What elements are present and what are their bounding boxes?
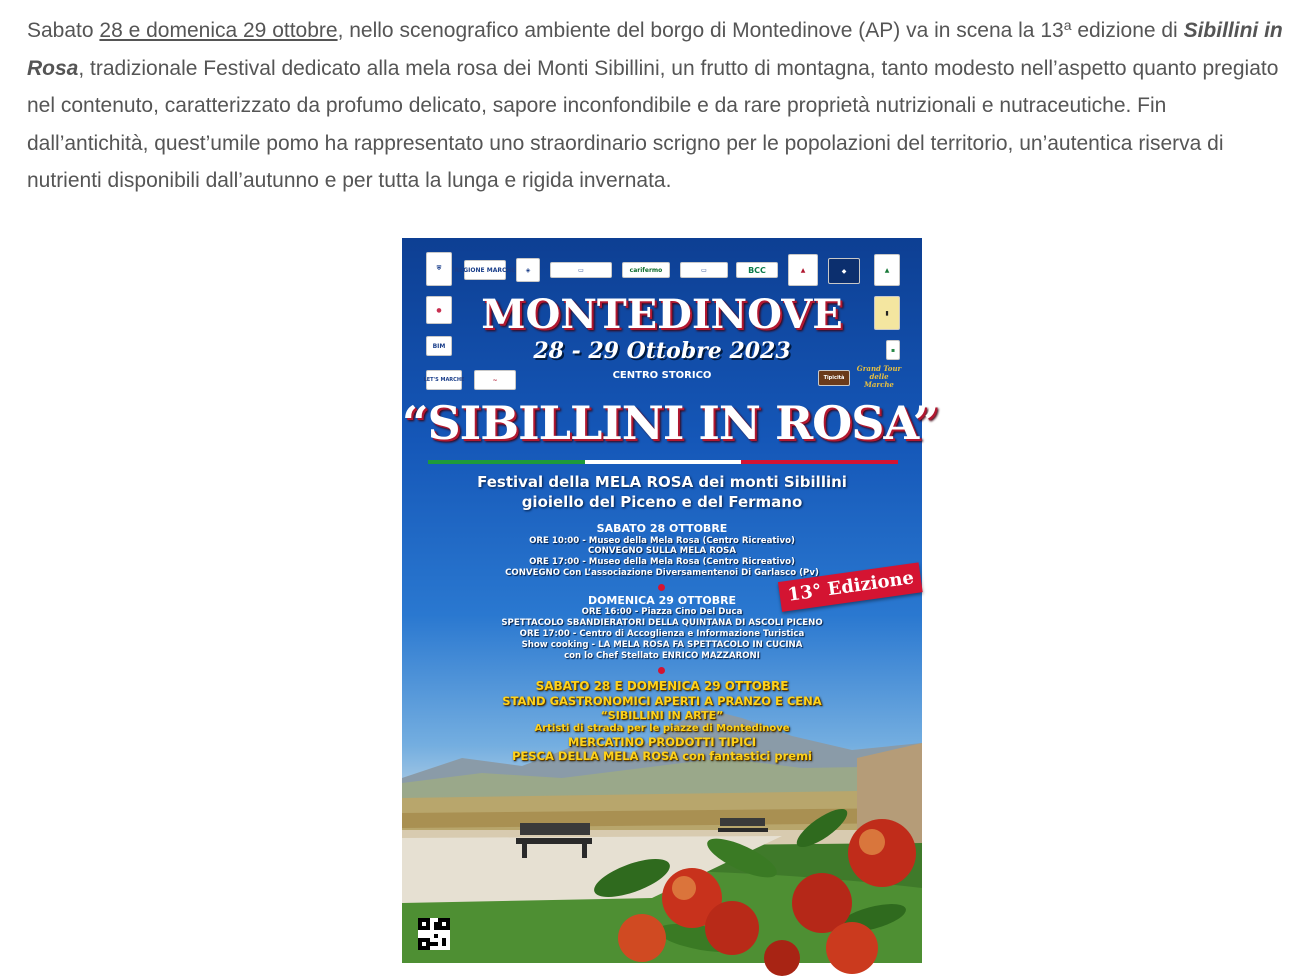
- tower-logo: ▮: [874, 296, 900, 330]
- both-days-heading: SABATO 28 E DOMENICA 29 OTTOBRE: [535, 679, 789, 693]
- sunday-line: ORE 17:00 - Centro di Accoglienza e Informazione Turistica: [519, 629, 805, 639]
- article-text: [27, 12, 1289, 200]
- saturday-line: CONVEGNO SULLA MELA ROSA: [588, 546, 736, 556]
- carifermo-logo: carifermo: [622, 262, 670, 278]
- borghi-logo: ▲: [788, 254, 818, 286]
- edition-badge: 13° Edizione: [778, 562, 923, 611]
- sunday-line: Show cooking - LA MELA ROSA FA SPETTACOLO IN CUCINA: [521, 640, 803, 650]
- paragraph-text: Sabato: [27, 19, 100, 42]
- festival-poster: [402, 238, 939, 963]
- tipicita-logo: Tipicità: [818, 370, 850, 386]
- regione-marche-logo: REGIONE MARCHE: [464, 260, 506, 280]
- sponsor-logo: ▭: [680, 262, 728, 278]
- both-days-line: STAND GASTRONOMICI APERTI A PRANZO E CENA: [502, 694, 822, 708]
- script-logo: ~: [474, 370, 516, 390]
- sponsor-logo: ▭: [550, 262, 612, 278]
- qr-code-icon: [418, 918, 450, 950]
- both-days-line: Artisti di strada per le piazze di Montedinove: [534, 723, 790, 734]
- lets-marche-logo: LET'S MARCHE: [426, 370, 462, 390]
- festival-name: Sibillini in Rosa: [27, 19, 1283, 80]
- ordinal-superscript: a: [1063, 17, 1072, 33]
- grand-tour-logo: Grand Tour delle Marche: [856, 364, 902, 389]
- bcc-logo: BCC: [736, 262, 778, 278]
- sunday-line: ORE 16:00 - Piazza Cino Del Duca: [581, 607, 743, 617]
- separator-dot: [658, 584, 665, 591]
- both-days-line: “SIBILLINI IN ARTE”: [600, 709, 724, 722]
- poster-title: “SIBILLINI IN ROSA”: [402, 396, 939, 450]
- paragraph-text: , nello scenografico ambiente del borgo di Montedinove (AP) va in scena la 13: [337, 19, 1064, 42]
- poster-dates: 28 - 29 Ottobre 2023: [533, 338, 791, 364]
- municipality-crest-logo: ⛨: [426, 252, 452, 286]
- saturday-line: CONVEGNO Con L’associazione Diversamentenoi Di Garlasco (Pv): [505, 568, 819, 578]
- date-link[interactable]: 28 e domenica 29 ottobre: [99, 19, 338, 42]
- sunday-heading: DOMENICA 29 OTTOBRE: [587, 594, 737, 607]
- paragraph-text: edizione di: [1071, 19, 1184, 42]
- paragraph-text: , tradizionale Festival dedicato alla mela rosa dei Monti Sibillini, un frutto di montagna, tanto modesto nell’aspetto quanto pregiato nel contenuto, caratterizzato da profumo delicato, sapore inconfondibile e da rare proprietà nutrizionali e nutraceutiche. Fin dall’antichità, quest’umile pomo ha rappresentato uno straordinario scrigno per le popolazioni del territorio, un’autentica riserva di nutrienti disponibili dall’autunno e per tutta la lunga e rigida invernata.: [27, 56, 1279, 193]
- poster-subtitle-1: Festival della MELA ROSA dei monti Sibillini: [477, 473, 847, 491]
- province-logo: ◈: [516, 258, 540, 282]
- bench-shape: [718, 818, 768, 832]
- separator-dot: [658, 667, 665, 674]
- poster-subtitle-2: gioiello del Piceno e del Fermano: [521, 493, 803, 511]
- shield-logo: ◆: [828, 258, 860, 284]
- both-days-line: MERCATINO PRODOTTI TIPICI: [567, 735, 757, 749]
- saturday-line: ORE 10:00 - Museo della Mela Rosa (Centro Ricreativo): [529, 536, 795, 546]
- mela-rosa-logo: ●: [426, 296, 452, 324]
- tricolor-bar: [428, 460, 898, 464]
- tree-logo: ▲: [874, 254, 900, 286]
- saturday-line: ORE 17:00 - Museo della Mela Rosa (Centro Ricreativo): [529, 557, 795, 567]
- poster-location: CENTRO STORICO: [612, 370, 712, 381]
- sunday-line: SPETTACOLO SBANDIERATORI DELLA QUINTANA DI ASCOLI PICENO: [501, 618, 823, 628]
- both-days-line: PESCA DELLA MELA ROSA con fantastici premi: [511, 749, 812, 763]
- intro-paragraph: [27, 12, 1289, 200]
- bim-logo: BIM: [426, 336, 452, 356]
- poster-town: MONTEDINOVE: [481, 291, 843, 338]
- small-logo: ▪: [886, 340, 900, 360]
- saturday-heading: SABATO 28 OTTOBRE: [596, 522, 728, 535]
- sunday-line: con lo Chef Stellato ENRICO MAZZARONI: [564, 651, 760, 661]
